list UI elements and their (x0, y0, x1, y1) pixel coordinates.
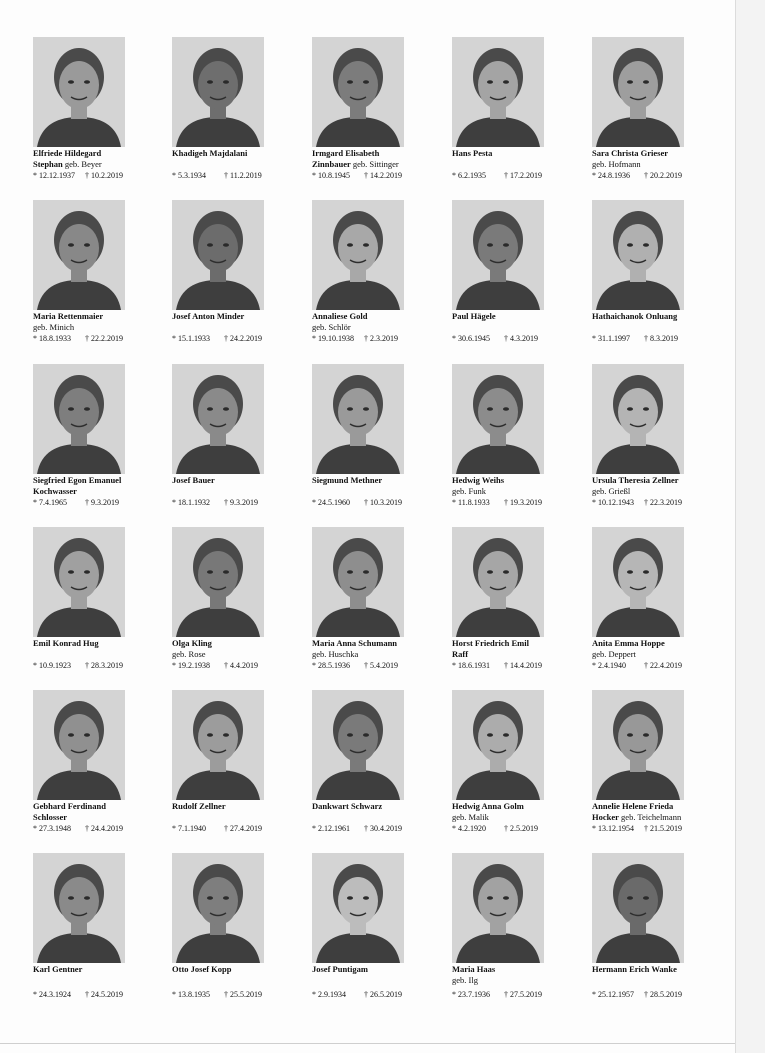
person-name (172, 148, 300, 159)
death-date: † 28.5.2019 (644, 990, 682, 999)
name-line: Hocker (592, 812, 619, 822)
name-line: Hans Pesta (452, 148, 493, 158)
person-name (33, 638, 161, 649)
death-date: † 11.2.2019 (224, 171, 262, 180)
life-dates (312, 334, 440, 344)
name-line: Maria Rettenmaier (33, 311, 104, 321)
person-name (592, 311, 720, 322)
life-dates (33, 171, 161, 181)
person-name (172, 964, 300, 975)
life-dates (592, 990, 720, 1000)
person-name (172, 638, 300, 660)
birth-date: * 24.8.1936 (592, 171, 630, 180)
birth-date: * 19.10.1938 (312, 334, 354, 343)
name-line: Siegmund Methner (312, 475, 383, 485)
portrait-photo (452, 527, 544, 637)
death-date: † 14.2.2019 (364, 171, 402, 180)
name-line: Elfriede Hildegard (33, 148, 102, 158)
birth-date: * 12.12.1937 (33, 171, 75, 180)
obituary-entry (312, 853, 440, 1003)
birth-date: * 10.9.1923 (33, 661, 71, 670)
birth-date: * 13.12.1954 (592, 824, 634, 833)
birth-date: * 4.2.1920 (452, 824, 486, 833)
person-name (172, 475, 300, 486)
death-date: † 25.5.2019 (224, 990, 262, 999)
death-date: † 2.5.2019 (504, 824, 538, 833)
death-date: † 20.2.2019 (644, 171, 682, 180)
life-dates (452, 990, 580, 1000)
death-date: † 27.5.2019 (504, 990, 542, 999)
portrait-photo (452, 690, 544, 800)
portrait-photo (452, 200, 544, 310)
name-line: Anita Emma Hoppe (592, 638, 665, 648)
maiden-name: geb. Hofmann (592, 159, 641, 169)
name-line: Otto Josef Kopp (172, 964, 232, 974)
maiden-name: geb. Malik (452, 812, 489, 822)
person-name (312, 475, 440, 486)
portrait-photo (172, 364, 264, 474)
portrait-photo (312, 200, 404, 310)
person-name (312, 801, 440, 812)
birth-date: * 7.4.1965 (33, 498, 67, 507)
death-date: † 9.3.2019 (85, 498, 119, 507)
death-date: † 27.4.2019 (224, 824, 262, 833)
death-date: † 22.4.2019 (644, 661, 682, 670)
life-dates (33, 498, 161, 508)
death-date: † 17.2.2019 (504, 171, 542, 180)
portrait-photo (592, 200, 684, 310)
name-line: Hermann Erich Wanke (592, 964, 677, 974)
death-date: † 30.4.2019 (364, 824, 402, 833)
birth-date: * 19.2.1938 (172, 661, 210, 670)
name-line: Hedwig Weihs (452, 475, 505, 485)
birth-date: * 11.8.1933 (452, 498, 490, 507)
name-line: Irmgard Elisabeth (312, 148, 380, 158)
person-name (33, 964, 161, 975)
name-line: Josef Puntigam (312, 964, 368, 974)
obituary-entry (172, 527, 300, 677)
person-name (312, 148, 440, 170)
person-name (592, 475, 720, 497)
person-name (452, 638, 580, 660)
maiden-name: geb. Sittinger (350, 159, 399, 169)
name-line: Khadigeh Majdalani (172, 148, 248, 158)
name-line: Karl Gentner (33, 964, 83, 974)
life-dates (172, 171, 300, 181)
name-line: Rudolf Zellner (172, 801, 226, 811)
person-name (452, 475, 580, 497)
birth-date: * 28.5.1936 (312, 661, 350, 670)
maiden-name: geb. Ilg (452, 975, 478, 985)
death-date: † 24.4.2019 (85, 824, 123, 833)
birth-date: * 24.3.1924 (33, 990, 71, 999)
obituary-entry (592, 527, 720, 677)
maiden-name: geb. Huschka (312, 649, 359, 659)
life-dates (452, 498, 580, 508)
birth-date: * 18.6.1931 (452, 661, 490, 670)
name-line: Maria Haas (452, 964, 496, 974)
obituary-entry (452, 37, 580, 187)
life-dates (452, 824, 580, 834)
birth-date: * 10.12.1943 (592, 498, 634, 507)
person-name (33, 801, 161, 823)
person-name (592, 964, 720, 975)
life-dates (33, 990, 161, 1000)
obituary-entry (452, 690, 580, 840)
portrait-photo (172, 37, 264, 147)
portrait-photo (172, 527, 264, 637)
birth-date: * 2.4.1940 (592, 661, 626, 670)
death-date: † 2.3.2019 (364, 334, 398, 343)
birth-date: * 6.2.1935 (452, 171, 486, 180)
name-line: Stephan (33, 159, 63, 169)
name-line: Schlosser (33, 812, 67, 822)
name-line: Annaliese Gold (312, 311, 368, 321)
obituary-entry (592, 200, 720, 350)
death-date: † 22.3.2019 (644, 498, 682, 507)
maiden-name: geb. Rose (172, 649, 206, 659)
life-dates (33, 824, 161, 834)
portrait-photo (172, 853, 264, 963)
death-date: † 28.3.2019 (85, 661, 123, 670)
name-line: Gebhard Ferdinand (33, 801, 106, 811)
portrait-photo (592, 527, 684, 637)
birth-date: * 2.12.1961 (312, 824, 350, 833)
life-dates (592, 334, 720, 344)
portrait-photo (312, 853, 404, 963)
person-name (592, 801, 720, 823)
birth-date: * 31.1.1997 (592, 334, 630, 343)
obituary-entry (33, 200, 161, 350)
life-dates (312, 990, 440, 1000)
birth-date: * 15.1.1933 (172, 334, 210, 343)
person-name (312, 311, 440, 333)
birth-date: * 24.5.1960 (312, 498, 350, 507)
maiden-name: geb. Beyer (62, 159, 102, 169)
birth-date: * 18.1.1932 (172, 498, 210, 507)
birth-date: * 2.9.1934 (312, 990, 346, 999)
life-dates (592, 171, 720, 181)
person-name (172, 801, 300, 812)
name-line: Ursula Theresia Zellner (592, 475, 679, 485)
obituary-entry (172, 200, 300, 350)
life-dates (172, 661, 300, 671)
birth-date: * 27.3.1948 (33, 824, 71, 833)
portrait-photo (592, 364, 684, 474)
portrait-photo (592, 690, 684, 800)
obituary-entry (592, 37, 720, 187)
maiden-name: geb. Funk (452, 486, 486, 496)
death-date: † 8.3.2019 (644, 334, 678, 343)
portrait-photo (312, 690, 404, 800)
obituary-entry (592, 690, 720, 840)
maiden-name: geb. Teichelmann (618, 812, 682, 822)
name-line: Josef Anton Minder (172, 311, 245, 321)
obituary-entry (172, 37, 300, 187)
life-dates (452, 171, 580, 181)
death-date: † 10.2.2019 (85, 171, 123, 180)
death-date: † 10.3.2019 (364, 498, 402, 507)
person-name (33, 311, 161, 333)
portrait-photo (312, 527, 404, 637)
obituary-entry (33, 364, 161, 514)
life-dates (312, 824, 440, 834)
obituary-entry (33, 853, 161, 1003)
person-name (452, 964, 580, 986)
name-line: Hedwig Anna Golm (452, 801, 524, 811)
name-line: Dankwart Schwarz (312, 801, 383, 811)
person-name (312, 964, 440, 975)
portrait-photo (33, 690, 125, 800)
portrait-photo (312, 37, 404, 147)
life-dates (33, 334, 161, 344)
death-date: † 21.5.2019 (644, 824, 682, 833)
life-dates (172, 498, 300, 508)
portrait-photo (172, 690, 264, 800)
obituary-entry (172, 853, 300, 1003)
portrait-photo (33, 364, 125, 474)
life-dates (452, 661, 580, 671)
person-name (592, 148, 720, 170)
death-date: † 4.3.2019 (504, 334, 538, 343)
obituary-entry (452, 364, 580, 514)
life-dates (592, 824, 720, 834)
obituary-entry (312, 200, 440, 350)
death-date: † 24.5.2019 (85, 990, 123, 999)
death-date: † 22.2.2019 (85, 334, 123, 343)
birth-date: * 23.7.1936 (452, 990, 490, 999)
life-dates (33, 661, 161, 671)
birth-date: * 10.8.1945 (312, 171, 350, 180)
person-name (592, 638, 720, 660)
life-dates (172, 334, 300, 344)
birth-date: * 5.3.1934 (172, 171, 206, 180)
maiden-name: geb. Minich (33, 322, 75, 332)
portrait-photo (33, 37, 125, 147)
obituary-entry (33, 527, 161, 677)
life-dates (592, 661, 720, 671)
portrait-photo (172, 200, 264, 310)
name-line: Zinnbauer (312, 159, 351, 169)
person-name (452, 801, 580, 823)
birth-date: * 13.8.1935 (172, 990, 210, 999)
maiden-name: geb. Schlör (312, 322, 351, 332)
obituary-entry (592, 364, 720, 514)
portrait-photo (33, 853, 125, 963)
portrait-photo (452, 364, 544, 474)
obituary-entry (312, 527, 440, 677)
name-line: Hathaichanok Onluang (592, 311, 678, 321)
portrait-photo (592, 853, 684, 963)
portrait-photo (452, 37, 544, 147)
obituary-entry (312, 37, 440, 187)
portrait-photo (33, 200, 125, 310)
name-line: Raff (452, 649, 469, 659)
maiden-name: geb. Grießl (592, 486, 631, 496)
portrait-photo (592, 37, 684, 147)
name-line: Emil Konrad Hug (33, 638, 99, 648)
obituary-entry (592, 853, 720, 1003)
name-line: Paul Hägele (452, 311, 496, 321)
scan-edge (735, 0, 765, 1053)
life-dates (312, 171, 440, 181)
birth-date: * 30.6.1945 (452, 334, 490, 343)
person-name (33, 148, 161, 170)
life-dates (172, 824, 300, 834)
life-dates (452, 334, 580, 344)
person-name (452, 311, 580, 322)
death-date: † 5.4.2019 (364, 661, 398, 670)
death-date: † 4.4.2019 (224, 661, 258, 670)
obituary-entry (452, 200, 580, 350)
portrait-photo (312, 364, 404, 474)
obituary-entry (172, 690, 300, 840)
death-date: † 26.5.2019 (364, 990, 402, 999)
life-dates (312, 661, 440, 671)
death-date: † 24.2.2019 (224, 334, 262, 343)
name-line: Josef Bauer (172, 475, 215, 485)
name-line: Kochwasser (33, 486, 77, 496)
name-line: Horst Friedrich Emil (452, 638, 529, 648)
death-date: † 19.3.2019 (504, 498, 542, 507)
life-dates (312, 498, 440, 508)
obituary-entry (172, 364, 300, 514)
birth-date: * 25.12.1957 (592, 990, 634, 999)
name-line: Olga Kling (172, 638, 212, 648)
life-dates (592, 498, 720, 508)
name-line: Maria Anna Schumann (312, 638, 398, 648)
obituary-entry (312, 364, 440, 514)
person-name (33, 475, 161, 497)
name-line: Siegfried Egon Emanuel (33, 475, 122, 485)
obituary-entry (452, 527, 580, 677)
obituary-entry (33, 37, 161, 187)
maiden-name: geb. Deppert (592, 649, 636, 659)
person-name (312, 638, 440, 660)
birth-date: * 18.8.1933 (33, 334, 71, 343)
portrait-photo (33, 527, 125, 637)
page-bottom-divider (0, 1043, 735, 1044)
name-line: Sara Christa Grieser (592, 148, 669, 158)
portrait-photo (452, 853, 544, 963)
death-date: † 14.4.2019 (504, 661, 542, 670)
life-dates (172, 990, 300, 1000)
birth-date: * 7.1.1940 (172, 824, 206, 833)
obituary-entry (312, 690, 440, 840)
person-name (452, 148, 580, 159)
name-line: Annelie Helene Frieda (592, 801, 674, 811)
person-name (172, 311, 300, 322)
obituary-entry (33, 690, 161, 840)
obituary-entry (452, 853, 580, 1003)
death-date: † 9.3.2019 (224, 498, 258, 507)
